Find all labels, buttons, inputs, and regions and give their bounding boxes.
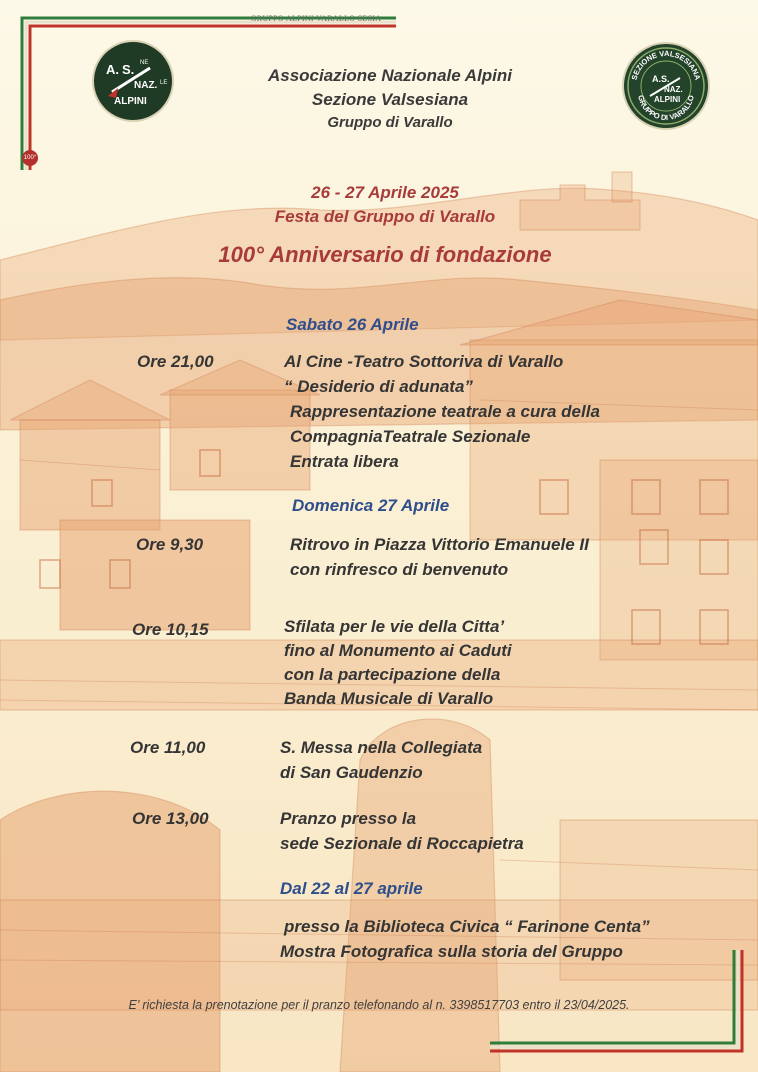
- desc-line: Al Cine -Teatro Sottoriva di Varallo: [284, 352, 564, 371]
- desc-line: Pranzo presso la: [280, 809, 417, 828]
- time-sunday-2: Ore 10,15: [132, 620, 209, 639]
- logo-right-line3: ALPINI: [654, 95, 681, 104]
- desc-line: di San Gaudenzio: [280, 763, 423, 782]
- time-sunday-3: Ore 11,00: [130, 738, 206, 757]
- logo-left-line1: A.: [106, 62, 119, 77]
- desc-line: “ Desiderio di adunata”: [284, 377, 473, 396]
- day-heading-saturday: Sabato 26 Aprile: [286, 315, 419, 334]
- anniversary-badge: 100°: [22, 150, 38, 166]
- logo-left-line3: NAZ.: [134, 80, 158, 91]
- logo-right-line2: NAZ.: [664, 85, 683, 94]
- desc-line: Ritrovo in Piazza Vittorio Emanuele II: [290, 535, 589, 554]
- logo-right-line1: A.S.: [652, 74, 670, 84]
- footer-note: E’ richiesta la prenotazione per il pranzo telefonando al n. 3398517703 entro il 23/04/2025.: [128, 998, 630, 1012]
- desc-line: Sfilata per le vie della Citta’: [284, 617, 505, 636]
- desc-line: Entrata libera: [290, 452, 399, 471]
- logo-left-sup2: LE: [160, 80, 168, 86]
- desc-line: con rinfresco di benvenuto: [290, 560, 509, 579]
- desc-line: Rappresentazione teatrale a cura della: [290, 402, 600, 421]
- time-saturday-1: Ore 21,00: [137, 352, 214, 371]
- ana-logo-left: [94, 42, 172, 120]
- logo-left-sup1: NE: [140, 60, 149, 66]
- logo-left-line4: ALPINI: [114, 96, 147, 107]
- logo-right-ring-top: SEZIONE VALSESIANA: [629, 48, 703, 82]
- time-sunday-1: Ore 9,30: [136, 535, 204, 554]
- logo-left-line2: S.: [122, 62, 135, 77]
- desc-line: con la partecipazione della: [284, 665, 501, 684]
- anniversary-title: 100° Anniversario di fondazione: [218, 242, 552, 267]
- section-emblem-icon: [624, 44, 708, 128]
- day-heading-sunday: Domenica 27 Aprile: [292, 496, 450, 515]
- desc-line: Banda Musicale di Varallo: [284, 689, 494, 708]
- header-caption: GRUPPO ALPINI VARALLO SESIA: [250, 14, 382, 23]
- ana-emblem-icon: [94, 42, 172, 120]
- event-title: Festa del Gruppo di Varallo: [274, 207, 496, 226]
- desc-line: sede Sezionale di Roccapietra: [280, 834, 524, 853]
- desc-line: fino al Monumento ai Caduti: [284, 641, 512, 660]
- ana-logo-right: [624, 44, 708, 128]
- desc-line: Mostra Fotografica sulla storia del Gruppo: [280, 942, 623, 961]
- desc-line: S. Messa nella Collegiata: [280, 738, 483, 757]
- logo-right-ring-bottom: GRUPPO DI VARALLO: [636, 94, 696, 123]
- day-heading-exhibition: Dal 22 al 27 aprile: [280, 879, 423, 898]
- section-name: Sezione Valsesiana: [311, 90, 469, 109]
- desc-line: presso la Biblioteca Civica “ Farinone Centa”: [284, 917, 650, 936]
- time-sunday-4: Ore 13,00: [132, 809, 209, 828]
- group-name: Gruppo di Varallo: [327, 114, 453, 131]
- desc-line: CompagniaTeatrale Sezionale: [290, 427, 531, 446]
- event-dates: 26 - 27 Aprile 2025: [311, 183, 459, 202]
- org-name: Associazione Nazionale Alpini: [267, 66, 513, 85]
